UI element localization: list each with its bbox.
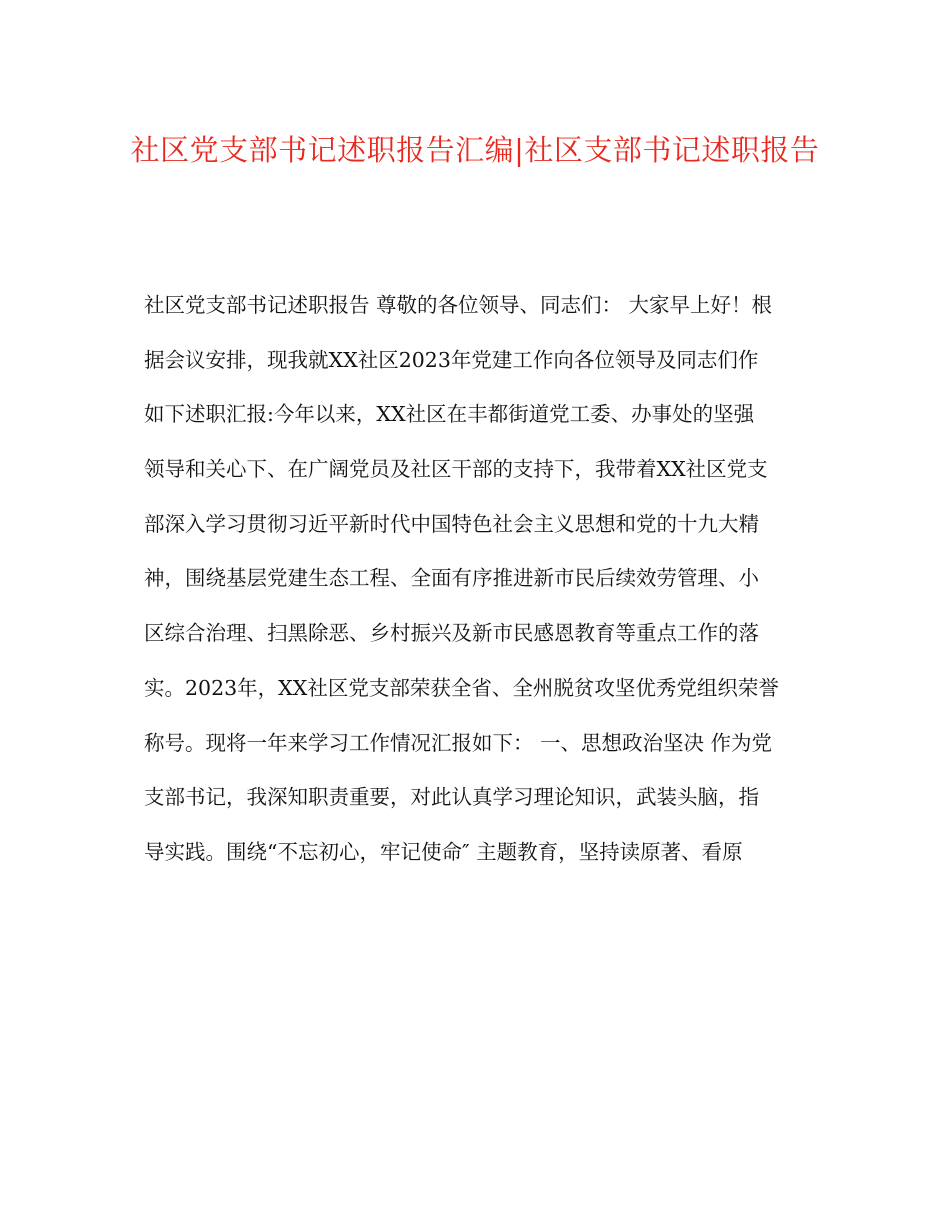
body-line: 部深入学习贯彻习近平新时代中国特色社会主义思想和党的十九大精: [144, 511, 759, 536]
body-line: 如下述职汇报:今年以来，XX社区在丰都街道党工委、办事处的坚强: [144, 402, 755, 427]
body-line: 神，围绕基层党建生态工程、全面有序推进新市民后续效劳管理、小: [144, 566, 759, 591]
body-line: 区综合治理、扫黑除恶、乡村振兴及新市民感恩教育等重点工作的落: [144, 621, 759, 646]
body-line: 实。2023年，XX社区党支部荣获全省、全州脱贫攻坚优秀党组织荣誉: [144, 675, 779, 700]
body-line: 据会议安排，现我就XX社区2023年党建工作向各位领导及同志们作: [144, 347, 759, 372]
body-line: 称号。现将一年来学习工作情况汇报如下： 一、思想政治坚决 作为党: [144, 730, 773, 755]
body-line: 社区党支部书记述职报告 尊敬的各位领导、同志们： 大家早上好！根: [144, 293, 773, 317]
document-body: [144, 283, 816, 885]
body-line: 领导和关心下、在广阔党员及社区干部的支持下，我带着XX社区党支: [144, 457, 768, 482]
document-title: 社区党支部书记述职报告汇编|社区支部书记述职报告: [130, 133, 820, 167]
body-line: 支部书记，我深知职责重要，对此认真学习理论知识，武装头脑，指: [144, 785, 759, 810]
body-line: 导实践。围绕“不忘初心，牢记使命″ 主题教育，坚持读原著、看原: [144, 839, 743, 864]
